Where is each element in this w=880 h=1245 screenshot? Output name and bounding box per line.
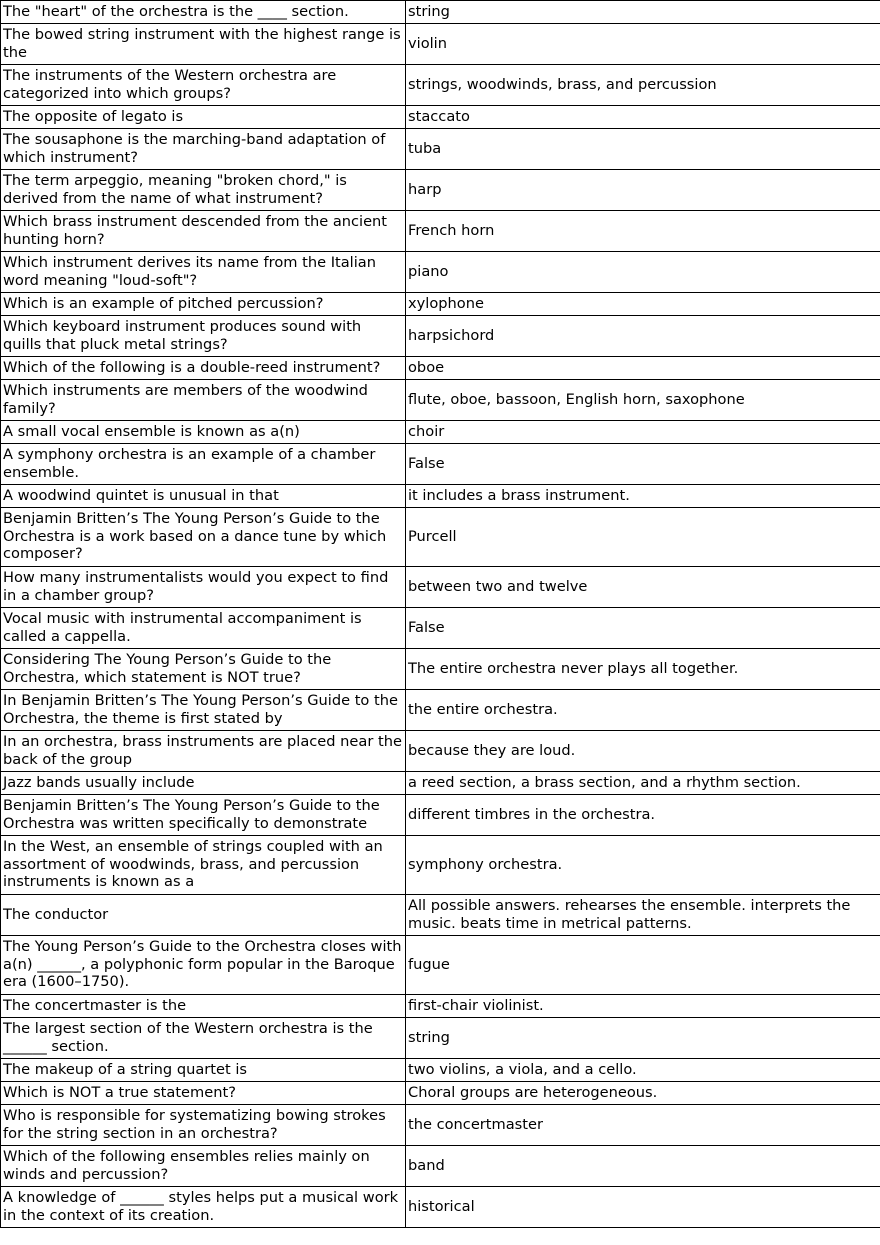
flashcard-table-body [1,1,880,1228]
table-row [1,252,880,293]
question-cell: A knowledge of ______ styles helps put a musical work in the context of its creation. [1,1187,406,1228]
table-row [1,293,880,316]
table-row [1,995,880,1018]
question-cell: The instruments of the Western orchestra are categorized into which groups? [1,65,406,106]
question-cell: In the West, an ensemble of strings coupled with an assortment of woodwinds, brass, and percussion instruments is known as a [1,836,406,895]
question-cell: In Benjamin Britten’s The Young Person’s Guide to the Orchestra, the theme is first stated by [1,690,406,731]
question-cell: The opposite of legato is [1,106,406,129]
table-row [1,1187,880,1228]
question-cell: The largest section of the Western orchestra is the ______ section. [1,1018,406,1059]
answer-cell: historical [406,1187,880,1228]
question-cell: The makeup of a string quartet is [1,1059,406,1082]
question-cell: The bowed string instrument with the highest range is the [1,24,406,65]
question-cell: A woodwind quintet is unusual in that [1,485,406,508]
answer-cell: Choral groups are heterogeneous. [406,1082,880,1105]
answer-cell: French horn [406,211,880,252]
answer-cell: Purcell [406,508,880,567]
answer-cell: piano [406,252,880,293]
table-row [1,895,880,936]
question-cell: Which is NOT a true statement? [1,1082,406,1105]
table-row [1,649,880,690]
table-row [1,316,880,357]
question-cell: How many instrumentalists would you expect to find in a chamber group? [1,567,406,608]
table-row [1,1082,880,1105]
answer-cell: harp [406,170,880,211]
table-row [1,170,880,211]
table-row [1,444,880,485]
question-cell: Which brass instrument descended from the ancient hunting horn? [1,211,406,252]
table-row [1,1105,880,1146]
question-cell: A symphony orchestra is an example of a chamber ensemble. [1,444,406,485]
answer-cell: symphony orchestra. [406,836,880,895]
answer-cell: staccato [406,106,880,129]
answer-cell: All possible answers. rehearses the ensemble. interprets the music. beats time in metrical patterns. [406,895,880,936]
table-row [1,772,880,795]
answer-cell: violin [406,24,880,65]
question-cell: The term arpeggio, meaning "broken chord," is derived from the name of what instrument? [1,170,406,211]
table-row [1,380,880,421]
answer-cell: because they are loud. [406,731,880,772]
table-row [1,106,880,129]
answer-cell: string [406,1,880,24]
answer-cell: a reed section, a brass section, and a rhythm section. [406,772,880,795]
question-cell: A small vocal ensemble is known as a(n) [1,421,406,444]
answer-cell: it includes a brass instrument. [406,485,880,508]
question-cell: Benjamin Britten’s The Young Person’s Guide to the Orchestra was written specifically to demonstrate [1,795,406,836]
answer-cell: False [406,608,880,649]
answer-cell: band [406,1146,880,1187]
question-cell: Which instruments are members of the woodwind family? [1,380,406,421]
question-cell: Vocal music with instrumental accompaniment is called a cappella. [1,608,406,649]
question-cell: Which instrument derives its name from the Italian word meaning "loud-soft"? [1,252,406,293]
table-row [1,836,880,895]
answer-cell: tuba [406,129,880,170]
answer-cell: two violins, a viola, and a cello. [406,1059,880,1082]
table-row [1,1018,880,1059]
answer-cell: between two and twelve [406,567,880,608]
question-cell: The Young Person’s Guide to the Orchestra closes with a(n) ______, a polyphonic form popular in the Baroque era (1600–1750). [1,936,406,995]
table-row [1,1059,880,1082]
answer-cell: choir [406,421,880,444]
answer-cell: fugue [406,936,880,995]
question-cell: Which of the following ensembles relies mainly on winds and percussion? [1,1146,406,1187]
answer-cell: xylophone [406,293,880,316]
answer-cell: strings, woodwinds, brass, and percussion [406,65,880,106]
table-row [1,1,880,24]
table-row [1,129,880,170]
answer-cell: harpsichord [406,316,880,357]
question-cell: Who is responsible for systematizing bowing strokes for the string section in an orchestra? [1,1105,406,1146]
table-row [1,567,880,608]
table-row [1,485,880,508]
table-row [1,936,880,995]
question-cell: The conductor [1,895,406,936]
table-row [1,690,880,731]
answer-cell: the entire orchestra. [406,690,880,731]
question-cell: Considering The Young Person’s Guide to the Orchestra, which statement is NOT true? [1,649,406,690]
question-cell: Which of the following is a double-reed instrument? [1,357,406,380]
question-cell: The concertmaster is the [1,995,406,1018]
question-cell: Which keyboard instrument produces sound with quills that pluck metal strings? [1,316,406,357]
table-row [1,795,880,836]
answer-cell: string [406,1018,880,1059]
answer-cell: The entire orchestra never plays all together. [406,649,880,690]
question-cell: In an orchestra, brass instruments are placed near the back of the group [1,731,406,772]
answer-cell: the concertmaster [406,1105,880,1146]
table-row [1,608,880,649]
answer-cell: different timbres in the orchestra. [406,795,880,836]
answer-cell: flute, oboe, bassoon, English horn, saxophone [406,380,880,421]
question-cell: Which is an example of pitched percussion? [1,293,406,316]
question-cell: The "heart" of the orchestra is the ____ section. [1,1,406,24]
table-row [1,731,880,772]
table-row [1,1146,880,1187]
table-row [1,24,880,65]
table-row [1,421,880,444]
question-cell: The sousaphone is the marching-band adaptation of which instrument? [1,129,406,170]
answer-cell: oboe [406,357,880,380]
table-row [1,357,880,380]
table-row [1,65,880,106]
table-row [1,211,880,252]
question-cell: Jazz bands usually include [1,772,406,795]
answer-cell: first-chair violinist. [406,995,880,1018]
question-cell: Benjamin Britten’s The Young Person’s Guide to the Orchestra is a work based on a dance tune by which composer? [1,508,406,567]
answer-cell: False [406,444,880,485]
table-row [1,508,880,567]
